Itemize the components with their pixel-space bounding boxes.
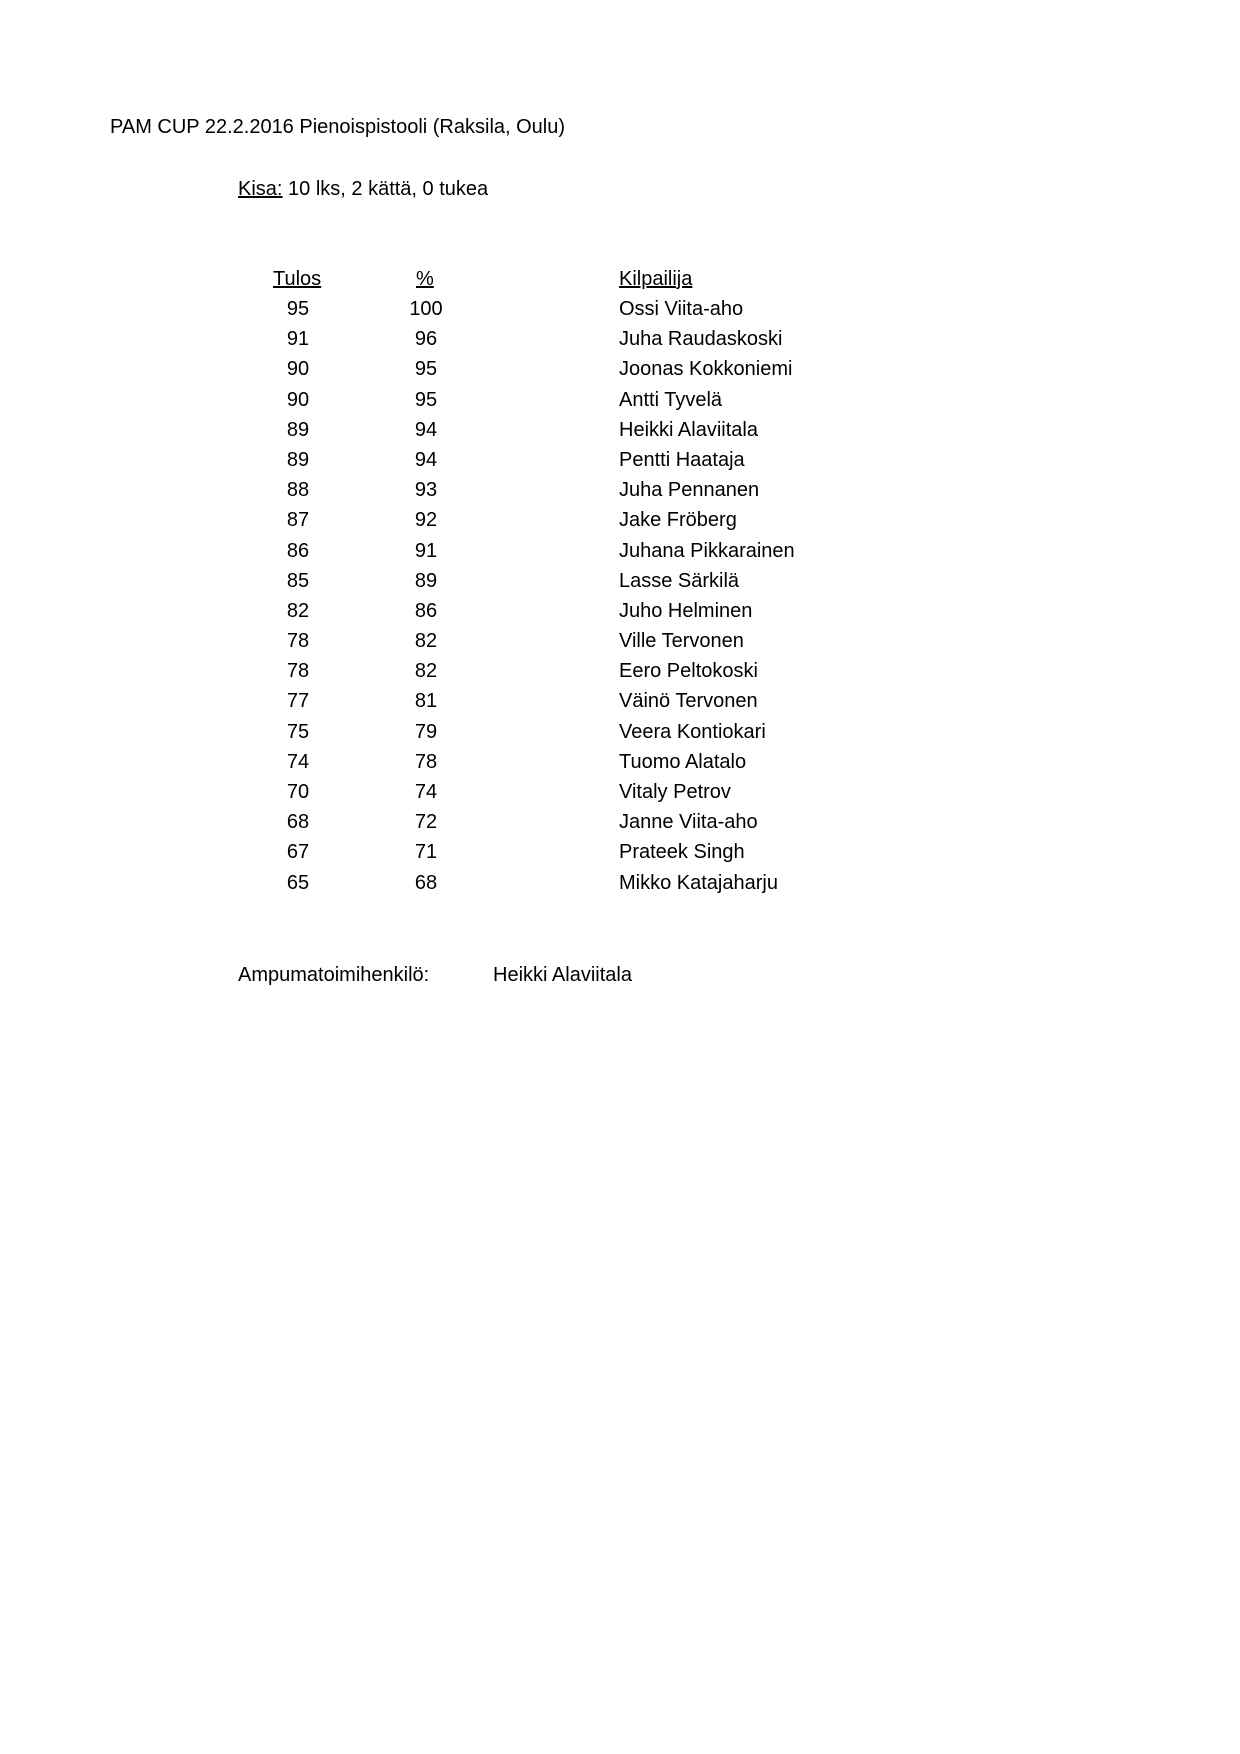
table-row bbox=[0, 509, 1240, 539]
score-cell: 90 bbox=[286, 358, 310, 381]
table-row bbox=[0, 630, 1240, 660]
percent-cell: 95 bbox=[414, 358, 438, 381]
competitor-cell: Ville Tervonen bbox=[619, 630, 744, 653]
score-cell: 89 bbox=[286, 448, 310, 471]
table-row bbox=[0, 419, 1240, 449]
competitor-cell: Lasse Särkilä bbox=[619, 569, 740, 592]
table-row bbox=[0, 479, 1240, 509]
document-title: PAM CUP 22.2.2016 Pienoispistooli (Raksila, Oulu) bbox=[110, 116, 566, 138]
table-row bbox=[0, 660, 1240, 690]
score-cell: 68 bbox=[286, 811, 310, 834]
contest-label: Kisa: bbox=[238, 178, 283, 200]
percent-cell: 96 bbox=[414, 328, 438, 351]
percent-cell: 92 bbox=[414, 509, 438, 532]
competitor-cell: Pentti Haataja bbox=[619, 448, 745, 471]
competitor-cell: Juhana Pikkarainen bbox=[619, 539, 795, 562]
percent-cell: 93 bbox=[414, 479, 438, 502]
table-row bbox=[0, 811, 1240, 841]
competitor-cell: Eero Peltokoski bbox=[619, 660, 758, 683]
column-header-percent: % bbox=[416, 268, 434, 290]
competitor-cell: Heikki Alaviitala bbox=[619, 418, 758, 441]
column-header-competitor: Kilpailija bbox=[619, 268, 693, 290]
percent-cell: 100 bbox=[409, 298, 443, 320]
score-cell: 91 bbox=[286, 328, 310, 351]
table-row bbox=[0, 600, 1240, 630]
percent-cell: 81 bbox=[414, 690, 438, 713]
table-row bbox=[0, 358, 1240, 388]
score-cell: 78 bbox=[286, 630, 310, 653]
competitor-cell: Juho Helminen bbox=[619, 599, 753, 622]
score-cell: 82 bbox=[286, 599, 310, 622]
score-cell: 65 bbox=[286, 871, 310, 894]
table-row bbox=[0, 721, 1240, 751]
percent-cell: 94 bbox=[414, 418, 438, 441]
table-row bbox=[0, 781, 1240, 811]
score-cell: 78 bbox=[286, 660, 310, 683]
table-row bbox=[0, 570, 1240, 600]
competitor-cell: Vitaly Petrov bbox=[619, 781, 731, 803]
competitor-cell: Antti Tyvelä bbox=[619, 388, 723, 411]
percent-cell: 86 bbox=[414, 599, 438, 622]
percent-cell: 72 bbox=[414, 811, 438, 834]
table-row bbox=[0, 449, 1240, 479]
score-cell: 85 bbox=[286, 569, 310, 592]
competitor-cell: Prateek Singh bbox=[619, 841, 745, 864]
percent-cell: 91 bbox=[414, 539, 438, 562]
contest-info bbox=[238, 178, 488, 201]
table-row bbox=[0, 841, 1240, 871]
table-row bbox=[0, 751, 1240, 781]
official-label: Ampumatoimihenkilö: bbox=[238, 964, 430, 986]
table-row bbox=[0, 328, 1240, 358]
table-row bbox=[0, 690, 1240, 720]
percent-cell: 79 bbox=[414, 720, 438, 743]
results-table bbox=[0, 298, 1240, 902]
score-cell: 89 bbox=[286, 418, 310, 441]
column-header-score: Tulos bbox=[273, 268, 322, 290]
percent-cell: 71 bbox=[414, 841, 438, 864]
score-cell: 67 bbox=[286, 841, 310, 864]
competitor-cell: Juha Raudaskoski bbox=[619, 328, 783, 351]
competitor-cell: Juha Pennanen bbox=[619, 479, 760, 502]
table-row bbox=[0, 872, 1240, 902]
score-cell: 70 bbox=[286, 781, 310, 803]
score-cell: 87 bbox=[286, 509, 310, 532]
percent-cell: 82 bbox=[414, 630, 438, 653]
score-cell: 88 bbox=[286, 479, 310, 502]
competitor-cell: Veera Kontiokari bbox=[619, 720, 766, 743]
score-cell: 86 bbox=[286, 539, 310, 562]
competitor-cell: Janne Viita-aho bbox=[619, 811, 758, 834]
percent-cell: 82 bbox=[414, 660, 438, 683]
competitor-cell: Mikko Katajaharju bbox=[619, 871, 778, 894]
percent-cell: 89 bbox=[414, 569, 438, 592]
percent-cell: 78 bbox=[414, 750, 438, 773]
table-row bbox=[0, 540, 1240, 570]
competitor-cell: Joonas Kokkoniemi bbox=[619, 358, 793, 381]
competitor-cell: Jake Fröberg bbox=[619, 509, 737, 532]
competitor-cell: Tuomo Alatalo bbox=[619, 750, 747, 773]
percent-cell: 74 bbox=[414, 781, 438, 803]
percent-cell: 94 bbox=[414, 448, 438, 471]
percent-cell: 95 bbox=[414, 388, 438, 411]
score-cell: 77 bbox=[286, 690, 310, 713]
table-row bbox=[0, 389, 1240, 419]
score-cell: 74 bbox=[286, 750, 310, 773]
score-cell: 95 bbox=[286, 298, 310, 320]
score-cell: 90 bbox=[286, 388, 310, 411]
competitor-cell: Väinö Tervonen bbox=[619, 690, 758, 713]
percent-cell: 68 bbox=[414, 871, 438, 894]
table-row bbox=[0, 298, 1240, 328]
competitor-cell: Ossi Viita-aho bbox=[619, 298, 744, 320]
official-name: Heikki Alaviitala bbox=[493, 964, 632, 986]
contest-value: 10 lks, 2 kättä, 0 tukea bbox=[288, 178, 489, 200]
score-cell: 75 bbox=[286, 720, 310, 743]
